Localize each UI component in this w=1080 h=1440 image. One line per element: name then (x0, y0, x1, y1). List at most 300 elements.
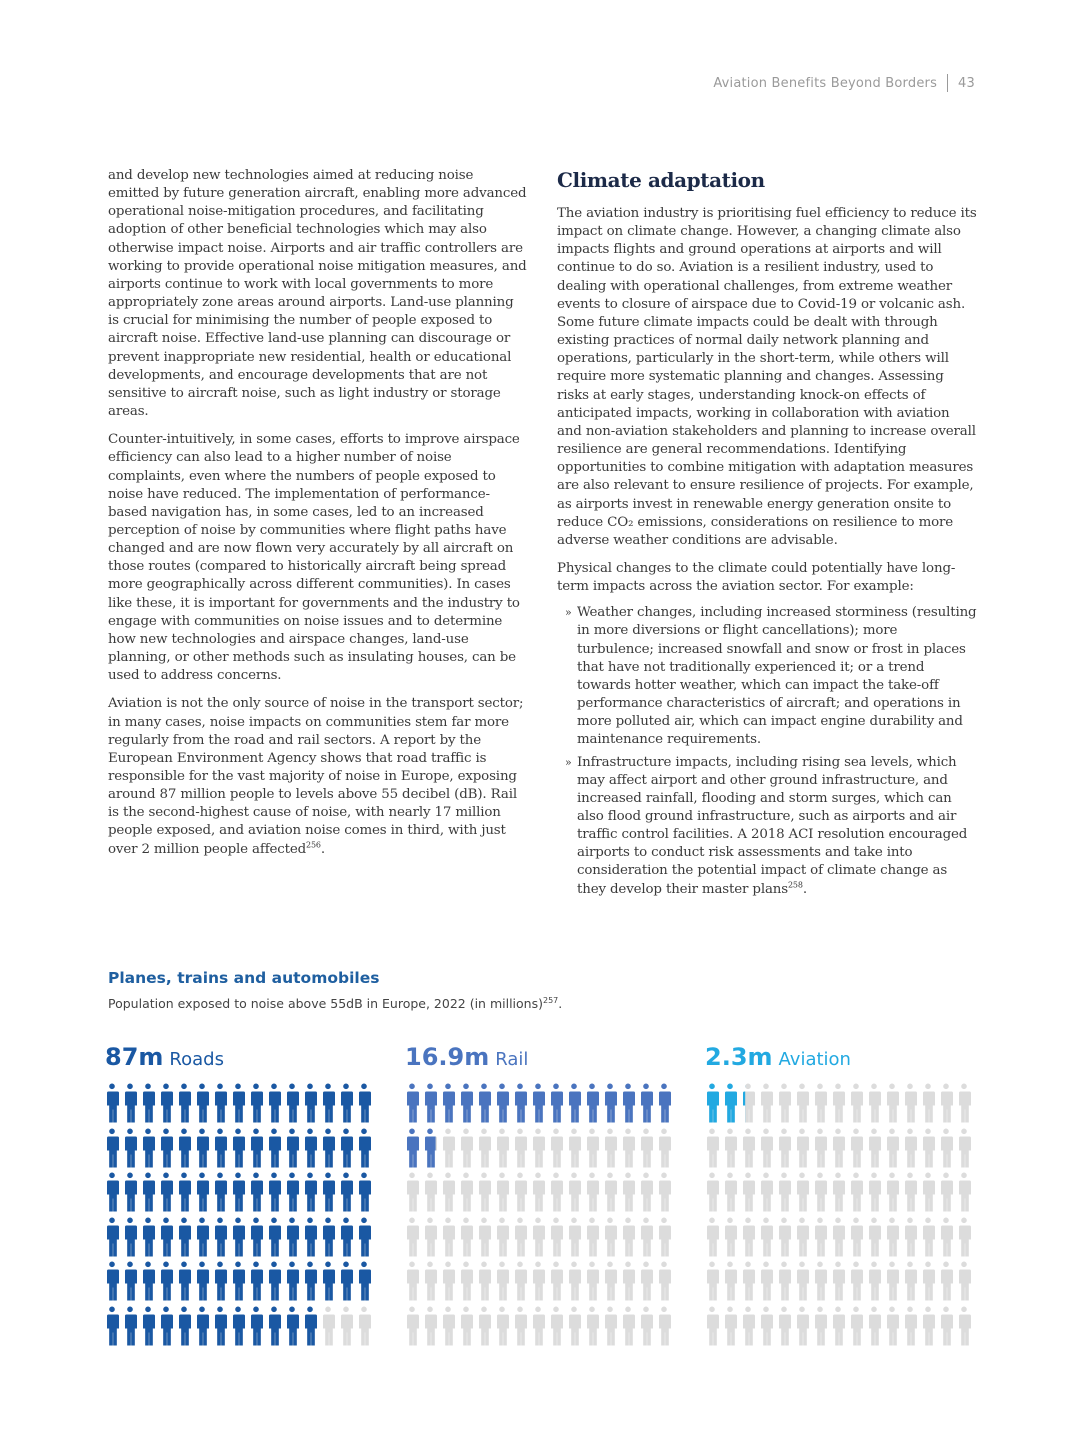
person-icon (123, 1083, 137, 1123)
person-icon (939, 1306, 953, 1346)
pictogram-panel-roads (105, 1040, 375, 1074)
person-icon (723, 1261, 737, 1301)
person-icon (195, 1128, 209, 1168)
person-icon (585, 1172, 599, 1212)
bullet-text: Infrastructure impacts, including rising sea levels, which may affect airport and other ground infrastructure, and increased rainfall, flooding and storm surges, which can also flood ground infrastructure, such as airports and air traffic control facilities. A 2018 ACI resolution encouraged airports to conduct risk assessments and take into consideration the potential impact of climate change as they develop their master plans (577, 754, 968, 897)
person-icon (285, 1261, 299, 1301)
person-icon (441, 1172, 455, 1212)
bullet-end: . (802, 881, 807, 897)
paragraph: Counter-intuitively, in some cases, efforts to improve airspace efficiency can also lead to a higher number of noise complaints, even where the numbers of people exposed to noise have reduced. The implementation of performance-based navigation has, in some cases, led to an increased perception of noise by communities where flight paths have changed and are now flown very accurately by all aircraft on those routes (compared to historically aircraft being spread more geographically across different communities). In cases like these, it is important for governments and the industry to engage with communities on noise issues and to determine how new technologies and airspace changes, land-use planning, or other methods such as insulating houses, can be used to address concerns. (108, 432, 520, 684)
person-icon (105, 1172, 119, 1212)
person-icon (339, 1128, 353, 1168)
person-icon (177, 1128, 191, 1168)
person-icon (177, 1261, 191, 1301)
person-icon (441, 1261, 455, 1301)
person-icon (513, 1172, 527, 1212)
person-icon (885, 1306, 899, 1346)
person-icon (249, 1083, 263, 1123)
person-icon (705, 1128, 719, 1168)
person-icon (585, 1217, 599, 1257)
person-icon (405, 1261, 419, 1301)
paragraph: and develop new technologies aimed at reducing noise emitted by future generation aircraft, enabling more advanced operational noise-mitigation procedures, and facilitating adoption of other beneficial technologies which may also otherwise impact noise. Airports and air traffic controllers are working to provide operational noise mitigation measures, and airports continue to work with local governments to more appropriately zone areas around airports. Land-use planning is crucial for minimising the number of people exposed to aircraft noise. Effective land-use planning can discourage or prevent inappropriate new residential, health or educational developments, and encourage developments that are not sensitive to aircraft noise, such as light industry or storage areas. (108, 168, 527, 420)
person-icon (267, 1083, 281, 1123)
person-icon (813, 1083, 827, 1123)
person-icon (495, 1306, 509, 1346)
person-icon (477, 1217, 491, 1257)
person-icon (339, 1172, 353, 1212)
person-icon (903, 1217, 917, 1257)
person-icon (495, 1172, 509, 1212)
bullet-item (565, 754, 977, 899)
footnote-ref[interactable]: 258 (787, 880, 803, 890)
person-icon (459, 1261, 473, 1301)
person-icon (123, 1217, 137, 1257)
person-icon (339, 1306, 353, 1346)
person-icon (321, 1172, 335, 1212)
person-icon (903, 1083, 917, 1123)
person-icon (657, 1083, 671, 1123)
paragraph: The aviation industry is prioritising fuel efficiency to reduce its impact on climate change. However, a changing climate also impacts flights and ground operations at airports and will continue to do so. Aviation is a resilient industry, used to dealing with operational challenges, from extreme weather events to closure of airspace due to Covid-19 or volcanic ash. Some future climate impacts could be dealt with through existing practices of normal daily network planning and operations, particularly in the short-term, while others will require more systematic planning and changes. Assessing risks at early stages, understanding knock-on effects of anticipated impacts, working in collaboration with aviation and non-aviation stakeholders and planning to increase overall resilience are general recommendations. Identifying opportunities to combine mitigation with adaptation measures are also relevant to ensure resilience of projects. For example, as airports invest in renewable energy generation onsite to reduce CO₂ emissions, considerations on resilience to more adverse weather conditions are advisable. (557, 206, 977, 548)
person-icon (531, 1128, 545, 1168)
person-icon (285, 1172, 299, 1212)
person-icon (549, 1172, 563, 1212)
person-icon (813, 1306, 827, 1346)
person-icon-grid (105, 1083, 375, 1350)
person-icon (567, 1306, 581, 1346)
person-icon (105, 1083, 119, 1123)
page-header (713, 74, 975, 92)
person-icon (921, 1172, 935, 1212)
person-icon (405, 1128, 419, 1168)
left-column (108, 167, 528, 869)
person-icon (303, 1306, 317, 1346)
person-icon (495, 1083, 509, 1123)
paragraph (108, 695, 528, 858)
person-icon (621, 1217, 635, 1257)
person-icon (621, 1306, 635, 1346)
person-icon (849, 1172, 863, 1212)
person-icon (567, 1217, 581, 1257)
person-icon (621, 1172, 635, 1212)
person-icon (759, 1172, 773, 1212)
person-icon (231, 1306, 245, 1346)
person-icon (159, 1261, 173, 1301)
person-icon (141, 1083, 155, 1123)
person-icon (423, 1217, 437, 1257)
person-icon (459, 1217, 473, 1257)
person-icon (831, 1128, 845, 1168)
person-icon (867, 1128, 881, 1168)
person-icon (423, 1261, 437, 1301)
person-icon (513, 1261, 527, 1301)
person-icon (459, 1128, 473, 1168)
person-icon (357, 1083, 371, 1123)
person-icon (477, 1261, 491, 1301)
person-icon (213, 1083, 227, 1123)
person-icon (921, 1128, 935, 1168)
person-icon (759, 1217, 773, 1257)
section-title: Climate adaptation (557, 168, 765, 192)
person-icon (867, 1083, 881, 1123)
person-icon (759, 1083, 773, 1123)
person-icon (939, 1128, 953, 1168)
person-icon (357, 1172, 371, 1212)
person-icon (585, 1128, 599, 1168)
person-icon (105, 1261, 119, 1301)
person-icon (195, 1261, 209, 1301)
bullet-list (557, 604, 977, 899)
person-icon (741, 1217, 755, 1257)
person-icon (531, 1261, 545, 1301)
person-icon (531, 1172, 545, 1212)
person-icon (831, 1261, 845, 1301)
subtitle-end: . (558, 996, 563, 1011)
person-icon (249, 1306, 263, 1346)
person-icon (159, 1217, 173, 1257)
person-icon (723, 1306, 737, 1346)
person-icon (477, 1128, 491, 1168)
person-icon (339, 1261, 353, 1301)
person-icon (849, 1217, 863, 1257)
person-icon (213, 1128, 227, 1168)
person-icon (513, 1128, 527, 1168)
person-icon (477, 1083, 491, 1123)
person-icon (603, 1306, 617, 1346)
person-icon (639, 1172, 653, 1212)
person-icon (303, 1217, 317, 1257)
person-icon (285, 1306, 299, 1346)
person-icon (141, 1128, 155, 1168)
pictogram-panel-aviation (705, 1040, 975, 1074)
person-icon (603, 1261, 617, 1301)
person-icon (957, 1172, 971, 1212)
person-icon (777, 1083, 791, 1123)
publication-title: Aviation Benefits Beyond Borders (713, 75, 938, 91)
person-icon (705, 1306, 719, 1346)
person-icon (939, 1261, 953, 1301)
paragraph: Physical changes to the climate could potentially have long-term impacts across the aviation sector. For example: (557, 560, 956, 595)
person-icon (795, 1261, 809, 1301)
person-icon (249, 1172, 263, 1212)
person-icon (531, 1306, 545, 1346)
person-icon (759, 1128, 773, 1168)
person-icon (195, 1172, 209, 1212)
person-icon (741, 1261, 755, 1301)
panel-heading (705, 1040, 975, 1074)
person-icon (267, 1217, 281, 1257)
person-icon (531, 1217, 545, 1257)
person-icon (903, 1306, 917, 1346)
paragraph-text: Aviation is not the only source of noise in the transport sector; in many cases, noise impacts on communities stem far more regularly from the road and rail sectors. A report by the European Environment Agency shows that road traffic is responsible for the vast majority of noise in Europe, exposing around 87 million people to levels above 55 decibel (dB). Rail is the second-highest cause of noise, with nearly 17 million people exposed, and aviation noise comes in third, with just over 2 million people affected (108, 696, 524, 857)
person-icon (705, 1217, 719, 1257)
person-icon (657, 1128, 671, 1168)
person-icon (303, 1083, 317, 1123)
person-icon (795, 1083, 809, 1123)
person-icon (267, 1172, 281, 1212)
bullet-text: Weather changes, including increased storminess (resulting in more diversions or flight cancellations); more turbulence; increased snowfall and snow or frost in places that have not traditionally experienced it; or a trend towards hotter weather, which can impact the take-off performance characteristics of aircraft; and operations in more polluted air, which can impact engine durability and maintenance requirements. (577, 605, 977, 748)
person-icon (567, 1261, 581, 1301)
person-icon (303, 1128, 317, 1168)
person-icon (723, 1172, 737, 1212)
footnote-ref[interactable]: 257 (542, 995, 559, 1005)
person-icon (585, 1261, 599, 1301)
person-icon (777, 1128, 791, 1168)
person-icon (621, 1128, 635, 1168)
person-icon (423, 1306, 437, 1346)
person-icon (957, 1261, 971, 1301)
person-icon (285, 1128, 299, 1168)
person-icon (531, 1083, 545, 1123)
person-icon (477, 1172, 491, 1212)
person-icon (813, 1172, 827, 1212)
person-icon (177, 1172, 191, 1212)
person-icon (549, 1261, 563, 1301)
person-icon (405, 1217, 419, 1257)
person-icon (495, 1217, 509, 1257)
person-icon (357, 1261, 371, 1301)
person-icon (849, 1128, 863, 1168)
person-icon (567, 1083, 581, 1123)
person-icon (957, 1128, 971, 1168)
person-icon (885, 1128, 899, 1168)
person-icon (603, 1217, 617, 1257)
person-icon (921, 1083, 935, 1123)
person-icon (639, 1306, 653, 1346)
person-icon (957, 1083, 971, 1123)
person-icon (621, 1083, 635, 1123)
person-icon (231, 1128, 245, 1168)
person-icon (321, 1083, 335, 1123)
person-icon (657, 1217, 671, 1257)
person-icon (903, 1128, 917, 1168)
person-icon (723, 1217, 737, 1257)
person-icon (159, 1172, 173, 1212)
person-icon (885, 1083, 899, 1123)
person-icon (141, 1261, 155, 1301)
person-icon (285, 1083, 299, 1123)
person-icon (777, 1172, 791, 1212)
person-icon (885, 1261, 899, 1301)
person-icon (339, 1217, 353, 1257)
person-icon (705, 1083, 719, 1123)
person-icon (621, 1261, 635, 1301)
person-icon (957, 1306, 971, 1346)
person-icon (231, 1217, 245, 1257)
person-icon (357, 1306, 371, 1346)
person-icon (513, 1083, 527, 1123)
person-icon (267, 1261, 281, 1301)
person-icon (459, 1083, 473, 1123)
person-icon (939, 1172, 953, 1212)
person-icon (159, 1128, 173, 1168)
person-icon (459, 1172, 473, 1212)
person-icon (213, 1172, 227, 1212)
person-icon (249, 1261, 263, 1301)
person-icon (105, 1217, 119, 1257)
person-icon (585, 1083, 599, 1123)
person-icon (741, 1128, 755, 1168)
panel-value: 2.3m (705, 1043, 773, 1071)
person-icon (831, 1172, 845, 1212)
person-icon (321, 1128, 335, 1168)
person-icon (813, 1217, 827, 1257)
person-icon (441, 1306, 455, 1346)
person-icon (123, 1261, 137, 1301)
person-icon (357, 1128, 371, 1168)
person-icon (549, 1217, 563, 1257)
person-icon (123, 1172, 137, 1212)
panel-label: Aviation (778, 1049, 851, 1070)
person-icon (513, 1217, 527, 1257)
person-icon (567, 1128, 581, 1168)
person-icon (123, 1128, 137, 1168)
person-icon (459, 1306, 473, 1346)
person-icon (939, 1217, 953, 1257)
person-icon (795, 1128, 809, 1168)
person-icon (921, 1217, 935, 1257)
person-icon (249, 1128, 263, 1168)
person-icon (249, 1217, 263, 1257)
person-icon (105, 1128, 119, 1168)
person-icon (123, 1306, 137, 1346)
person-icon (603, 1128, 617, 1168)
footnote-ref[interactable]: 256 (306, 840, 321, 850)
person-icon (867, 1172, 881, 1212)
person-icon (105, 1306, 119, 1346)
person-icon (285, 1217, 299, 1257)
person-icon (423, 1083, 437, 1123)
person-icon (921, 1306, 935, 1346)
person-icon (231, 1261, 245, 1301)
person-icon (849, 1306, 863, 1346)
person-icon (495, 1261, 509, 1301)
person-icon (423, 1128, 437, 1168)
chart-subtitle-text: Population exposed to noise above 55dB in Europe, 2022 (in millions) (108, 996, 543, 1011)
person-icon (231, 1172, 245, 1212)
person-icon (177, 1083, 191, 1123)
person-icon (705, 1172, 719, 1212)
person-icon (657, 1172, 671, 1212)
person-icon (177, 1306, 191, 1346)
person-icon (903, 1172, 917, 1212)
person-icon (159, 1083, 173, 1123)
person-icon (549, 1128, 563, 1168)
person-icon (303, 1261, 317, 1301)
person-icon (195, 1083, 209, 1123)
panel-label: Rail (495, 1049, 529, 1070)
person-icon (813, 1128, 827, 1168)
chart-title: Planes, trains and automobiles (108, 969, 380, 987)
person-icon (795, 1217, 809, 1257)
person-icon (321, 1217, 335, 1257)
person-icon (903, 1261, 917, 1301)
panel-value: 87m (105, 1043, 164, 1071)
person-icon (141, 1217, 155, 1257)
person-icon (831, 1217, 845, 1257)
person-icon (213, 1217, 227, 1257)
person-icon (867, 1261, 881, 1301)
pictogram-panel-rail (405, 1040, 675, 1074)
person-icon (195, 1306, 209, 1346)
person-icon (795, 1172, 809, 1212)
person-icon-grid (405, 1083, 675, 1350)
person-icon (495, 1128, 509, 1168)
person-icon (741, 1083, 755, 1123)
person-icon (831, 1306, 845, 1346)
right-column (557, 167, 977, 903)
person-icon (549, 1083, 563, 1123)
person-icon (549, 1306, 563, 1346)
person-icon (777, 1261, 791, 1301)
chevron-bullet-icon: » (565, 755, 572, 769)
person-icon (723, 1083, 737, 1123)
person-icon (213, 1261, 227, 1301)
person-icon (477, 1306, 491, 1346)
person-icon (831, 1083, 845, 1123)
person-icon (777, 1306, 791, 1346)
person-icon (849, 1083, 863, 1123)
person-icon (339, 1083, 353, 1123)
person-icon (957, 1217, 971, 1257)
person-icon (567, 1172, 581, 1212)
person-icon (513, 1306, 527, 1346)
person-icon (639, 1261, 653, 1301)
person-icon (321, 1306, 335, 1346)
person-icon (777, 1217, 791, 1257)
chevron-bullet-icon: » (565, 606, 572, 620)
person-icon (195, 1217, 209, 1257)
panel-label: Roads (169, 1049, 224, 1070)
person-icon (639, 1128, 653, 1168)
person-icon (723, 1128, 737, 1168)
bullet-item (565, 604, 977, 749)
person-icon (657, 1261, 671, 1301)
person-icon (405, 1083, 419, 1123)
page-number: 43 (958, 75, 975, 91)
person-icon (303, 1172, 317, 1212)
person-icon (405, 1306, 419, 1346)
person-icon (423, 1172, 437, 1212)
person-icon (867, 1306, 881, 1346)
chart-subtitle (108, 996, 562, 1011)
person-icon (213, 1306, 227, 1346)
person-icon (885, 1217, 899, 1257)
person-icon (441, 1128, 455, 1168)
person-icon (321, 1261, 335, 1301)
person-icon (441, 1217, 455, 1257)
person-icon (141, 1306, 155, 1346)
person-icon (603, 1172, 617, 1212)
person-icon (159, 1306, 173, 1346)
panel-heading (105, 1040, 375, 1074)
panel-heading (405, 1040, 675, 1074)
person-icon (705, 1261, 719, 1301)
person-icon (177, 1217, 191, 1257)
person-icon (795, 1306, 809, 1346)
person-icon-grid (705, 1083, 975, 1350)
person-icon (885, 1172, 899, 1212)
person-icon (657, 1306, 671, 1346)
person-icon (141, 1172, 155, 1212)
header-divider (947, 74, 948, 92)
person-icon (741, 1172, 755, 1212)
person-icon (267, 1128, 281, 1168)
person-icon (939, 1083, 953, 1123)
paragraph-end: . (320, 841, 325, 857)
person-icon (357, 1217, 371, 1257)
person-icon (441, 1083, 455, 1123)
person-icon (867, 1217, 881, 1257)
